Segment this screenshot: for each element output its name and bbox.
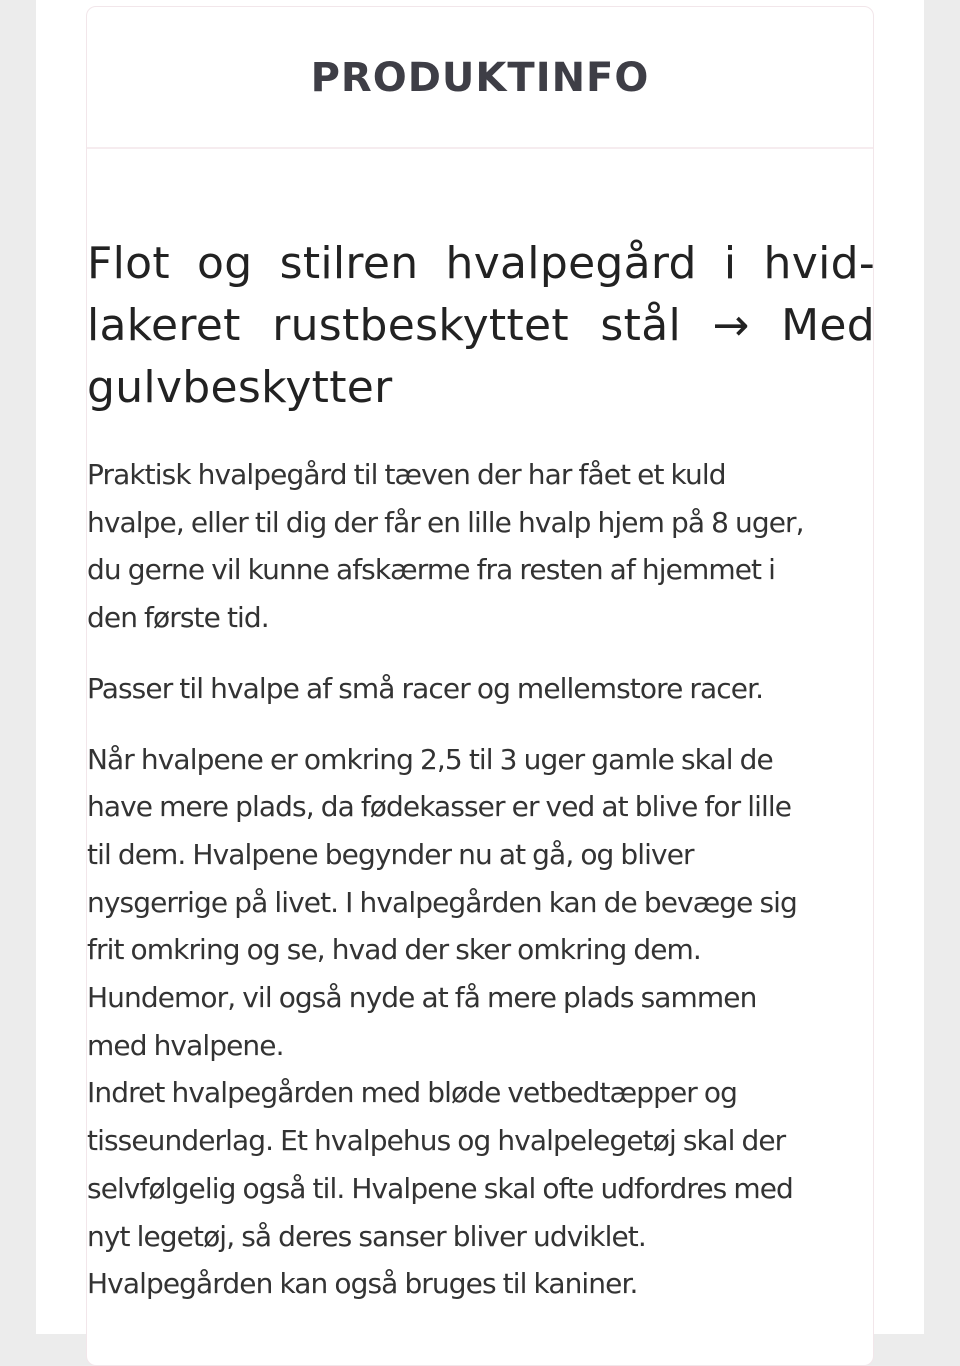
product-headline: Flot og stilren hvalpegård i hvid-lakeret rustbeskyttet stål → Med gulvbeskytter: [87, 238, 875, 413]
text-line: Hvalpegården kan også bruges til kaniner.: [87, 1267, 638, 1301]
text-line: den første tid.: [87, 601, 269, 635]
text-line: hvalpe, eller til dig der får en lille hvalp hjem på 8 uger,: [87, 505, 804, 539]
text-line: med hvalpene.: [87, 1028, 284, 1062]
description-paragraph-3: [87, 736, 875, 1308]
text-line: Praktisk hvalpegård til tæven der har fået et kuld: [87, 458, 726, 491]
text-line: nyt legetøj, så deres sanser bliver udviklet.: [87, 1219, 646, 1253]
text-line: til dem. Hvalpene begynder nu at gå, og bliver: [87, 837, 694, 871]
product-description: [87, 233, 875, 1331]
text-line: Passer til hvalpe af små racer og mellemstore racer.: [87, 671, 764, 705]
text-line: frit omkring og se, hvad der sker omkring dem.: [87, 933, 701, 967]
description-paragraph-2: [87, 665, 875, 713]
text-line: Hundemor, vil også nyde at få mere plads sammen: [87, 981, 757, 1015]
description-paragraph-1: [87, 451, 875, 642]
section-title: PRODUKTINFO: [310, 55, 650, 101]
text-line: du gerne vil kunne afskærme fra resten af hjemmet i: [87, 553, 775, 587]
page-background: [36, 0, 924, 1334]
text-line: nysgerrige på livet. I hvalpegården kan de bevæge sig: [87, 885, 797, 919]
text-line: have mere plads, da fødekasser er ved at blive for lille: [87, 790, 792, 824]
text-line: selvfølgelig også til. Hvalpene skal ofte udfordres med: [87, 1171, 793, 1205]
product-info-card: [86, 6, 874, 1366]
text-line: tisseunderlag. Et hvalpehus og hvalpelegetøj skal der: [87, 1124, 786, 1158]
text-line: Indret hvalpegården med bløde vetbedtæpper og: [87, 1076, 738, 1110]
text-line: Når hvalpene er omkring 2,5 til 3 uger gamle skal de: [87, 742, 773, 776]
card-header: [87, 7, 873, 149]
